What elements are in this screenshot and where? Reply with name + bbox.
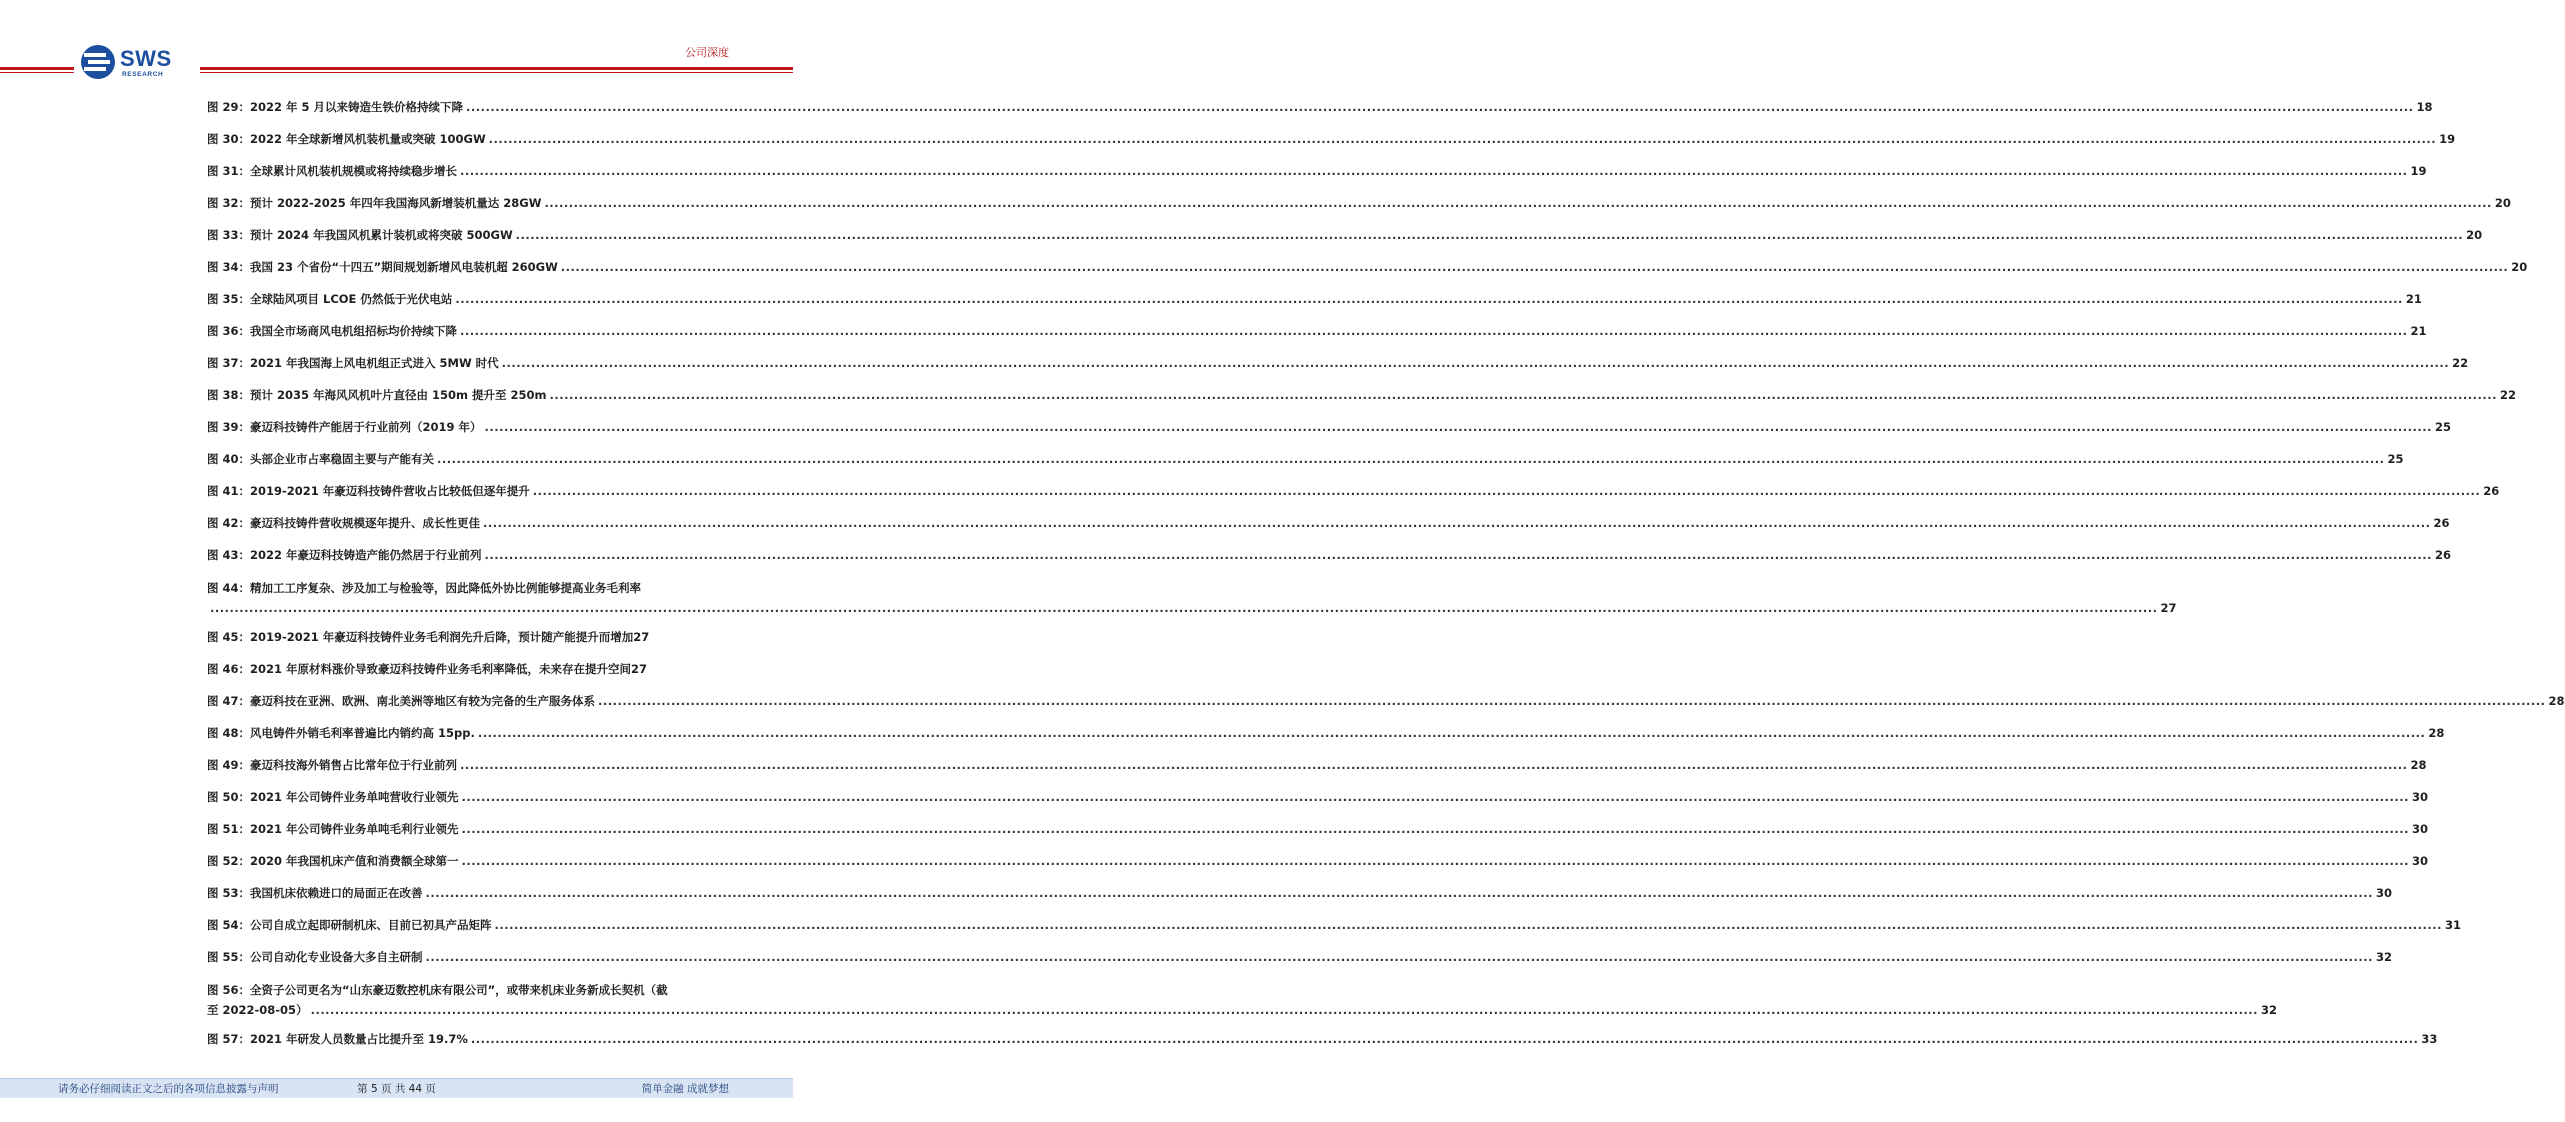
- toc-entry[interactable]: [207, 194, 2511, 212]
- toc-entry-page: 30: [2411, 790, 2428, 804]
- toc-entry-title: 图 49：豪迈科技海外销售占比常年位于行业前列: [207, 758, 458, 772]
- toc-entry-page: 19: [2439, 132, 2456, 146]
- leader-dots: ................................................................................................................................................................................................................................................................................................................................................................................................................: [549, 388, 2497, 402]
- footer-disclaimer: 请务必仔细阅读正文之后的各项信息披露与声明: [58, 1083, 279, 1095]
- toc-entry[interactable]: [207, 980, 2278, 1020]
- leader-dots: ................................................................................................................................................................................................................................................................................................................................................................................................................: [532, 484, 2481, 498]
- toc-entry[interactable]: [207, 354, 2469, 372]
- toc-entry-title: 图 54：公司自成立起即研制机床、目前已初具产品矩阵: [207, 918, 492, 932]
- toc-entry[interactable]: [207, 820, 2428, 838]
- header-rule-left: [0, 67, 74, 70]
- toc-entry[interactable]: [207, 162, 2427, 180]
- toc-entry-page: 30: [2411, 854, 2428, 868]
- toc-entry[interactable]: [207, 948, 2392, 966]
- leader-dots: ................................................................................................................................................................................................................................................................................................................................................................................................................: [477, 726, 2426, 740]
- toc-entry[interactable]: [207, 692, 2565, 710]
- toc-entry-page: 20: [2494, 196, 2511, 210]
- toc-entry-page: 32: [2261, 1003, 2278, 1017]
- footer-slogan: 简单金融 成就梦想: [641, 1083, 729, 1095]
- toc-entry[interactable]: [207, 628, 694, 646]
- toc-entry-page: 25: [2434, 420, 2451, 434]
- leader-dots: ................................................................................................................................................................................................................................................................................................................................................................................................................: [466, 100, 2414, 114]
- leader-dots: ................................................................................................................................................................................................................................................................................................................................................................................................................: [515, 228, 2464, 242]
- logo-subtext: RESEARCH: [122, 71, 164, 78]
- toc-entry-page: 26: [2483, 484, 2500, 498]
- toc-entry[interactable]: [207, 450, 2404, 468]
- toc-entry-title: 图 34：我国 23 个省份“十四五”期间规划新增风电装机超 260GW: [207, 260, 558, 274]
- toc-entry-page: 18: [2416, 100, 2433, 114]
- toc-entry-page: 28: [2428, 726, 2445, 740]
- toc-entry-page: 31: [2444, 918, 2461, 932]
- toc-entry-title: 图 43：2022 年豪迈科技铸造产能仍然居于行业前列: [207, 548, 482, 562]
- toc-entry-title: 图 53：我国机床依赖进口的局面正在改善: [207, 886, 423, 900]
- toc-entry-page: 32: [2375, 950, 2392, 964]
- toc-entry-title: 图 46：2021 年原材料涨价导致豪迈科技铸件业务毛利率降低，未来存在提升空间: [207, 662, 632, 676]
- toc-entry[interactable]: [207, 884, 2392, 902]
- toc-entry[interactable]: [207, 660, 694, 678]
- toc-entry-page: 21: [2410, 324, 2427, 338]
- toc-entry-page: 26: [2434, 548, 2451, 562]
- leader-dots: ................................................................................................................................................................................................................................................................................................................................................................................................................: [310, 1003, 2259, 1017]
- leader-dots: ................................................................................................................................................................................................................................................................................................................................................................................................................: [501, 356, 2450, 370]
- toc-entry[interactable]: [207, 226, 2483, 244]
- page-header: [0, 0, 793, 90]
- toc-entry-page: 22: [2499, 388, 2516, 402]
- toc-entry-page: 19: [2410, 164, 2427, 178]
- leader-dots: ................................................................................................................................................................................................................................................................................................................................................................................................................: [484, 548, 2432, 562]
- toc-entry[interactable]: [207, 98, 2433, 116]
- toc-entry-title: 图 44：精加工工序复杂、涉及加工与检验等，因此降低外协比例能够提高业务毛利率: [207, 581, 642, 595]
- report-type-label: 公司深度: [685, 46, 729, 59]
- toc-entry-title: 图 39：豪迈科技铸件产能居于行业前列（2019 年）: [207, 420, 482, 434]
- toc-entry[interactable]: [207, 916, 2461, 934]
- logo-text: SWS: [120, 46, 172, 71]
- toc-entry-title: 图 45：2019-2021 年豪迈科技铸件业务毛利润先升后降，预计随产能提升而增加: [207, 630, 634, 644]
- leader-dots: ................................................................................................................................................................................................................................................................................................................................................................................................................: [483, 516, 2431, 530]
- toc-entry-title: 图 33：预计 2024 年我国风机累计装机或将突破 500GW: [207, 228, 513, 242]
- toc-entry-title: 图 40：头部企业市占率稳固主要与产能有关: [207, 452, 435, 466]
- leader-dots: ................................................................................................................................................................................................................................................................................................................................................................................................................: [461, 790, 2409, 804]
- toc-entry-page: 20: [2511, 260, 2528, 274]
- toc-entry-page: 20: [2466, 228, 2483, 242]
- toc-entry[interactable]: [207, 130, 2456, 148]
- toc-entry-page: 28: [2410, 758, 2427, 772]
- toc-entry[interactable]: [207, 852, 2428, 870]
- toc-entry[interactable]: [207, 386, 2516, 404]
- toc-entry-title: 图 55：公司自动化专业设备大多自主研制: [207, 950, 423, 964]
- toc-entry-page: 28: [2548, 694, 2565, 708]
- leader-dots: ................................................................................................................................................................................................................................................................................................................................................................................................................: [460, 324, 2408, 338]
- toc-entry-title: 图 30：2022 年全球新增风机装机量或突破 100GW: [207, 132, 486, 146]
- toc-entry-title: 图 38：预计 2035 年海风风机叶片直径由 150m 提升至 250m: [207, 388, 547, 402]
- leader-dots: ................................................................................................................................................................................................................................................................................................................................................................................................................: [470, 1032, 2419, 1046]
- toc-entry[interactable]: [207, 482, 2500, 500]
- toc-entry-page: 25: [2387, 452, 2404, 466]
- leader-dots: ................................................................................................................................................................................................................................................................................................................................................................................................................: [544, 196, 2492, 210]
- toc-entry-page: 27: [2160, 601, 2177, 615]
- toc-entry-page: 21: [2405, 292, 2422, 306]
- toc-entry[interactable]: [207, 788, 2428, 806]
- toc-entry-page: 27: [631, 662, 648, 676]
- leader-dots: ................................................................................................................................................................................................................................................................................................................................................................................................................: [460, 164, 2408, 178]
- toc-entry-title: 图 36：我国全市场商风电机组招标均价持续下降: [207, 324, 458, 338]
- toc-entry-title: 图 51：2021 年公司铸件业务单吨毛利行业领先: [207, 822, 459, 836]
- leader-dots: ................................................................................................................................................................................................................................................................................................................................................................................................................: [210, 601, 2158, 615]
- leader-dots: ................................................................................................................................................................................................................................................................................................................................................................................................................: [560, 260, 2509, 274]
- leader-dots: ................................................................................................................................................................................................................................................................................................................................................................................................................: [461, 854, 2409, 868]
- leader-dots: ................................................................................................................................................................................................................................................................................................................................................................................................................: [488, 132, 2437, 146]
- leader-dots: ................................................................................................................................................................................................................................................................................................................................................................................................................: [425, 886, 2373, 900]
- header-rule-right: [200, 67, 793, 70]
- toc-entry[interactable]: [207, 756, 2427, 774]
- toc-entry[interactable]: [207, 322, 2427, 340]
- toc-entry-title: 图 31：全球累计风机装机规模或将持续稳步增长: [207, 164, 458, 178]
- toc-entry-title-cont: 至 2022-08-05）: [207, 1003, 308, 1017]
- toc-entry-title: 图 37：2021 年我国海上风电机组正式进入 5MW 时代: [207, 356, 499, 370]
- leader-dots: ................................................................................................................................................................................................................................................................................................................................................................................................................: [460, 758, 2408, 772]
- leader-dots: ................................................................................................................................................................................................................................................................................................................................................................................................................: [484, 420, 2432, 434]
- toc-entry-title: 图 57：2021 年研发人员数量占比提升至 19.7%: [207, 1032, 468, 1046]
- toc-entry[interactable]: [207, 578, 2177, 618]
- header-rule-left-thin: [0, 72, 74, 73]
- toc-entry-title: 图 29：2022 年 5 月以来铸造生铁价格持续下降: [207, 100, 464, 114]
- toc-entry-title: 图 52：2020 年我国机床产值和消费额全球第一: [207, 854, 459, 868]
- toc-entry[interactable]: [207, 546, 2451, 564]
- toc-entry[interactable]: [207, 724, 2445, 742]
- toc-entry[interactable]: [207, 290, 2422, 308]
- leader-dots: ................................................................................................................................................................................................................................................................................................................................................................................................................: [425, 950, 2373, 964]
- toc-entry-title: 图 35：全球陆风项目 LCOE 仍然低于光伏电站: [207, 292, 453, 306]
- leader-dots: ................................................................................................................................................................................................................................................................................................................................................................................................................: [598, 694, 2546, 708]
- sws-logo: [80, 44, 190, 80]
- toc-entry-page: 30: [2375, 886, 2392, 900]
- toc-entry-page: 30: [2411, 822, 2428, 836]
- toc-entry-title: 图 50：2021 年公司铸件业务单吨营收行业领先: [207, 790, 459, 804]
- toc-entry[interactable]: [207, 418, 2451, 436]
- header-rule-right-thin: [200, 72, 793, 73]
- figure-list: [207, 98, 2565, 1062]
- footer-page-number: 第 5 页 共 44 页: [357, 1083, 436, 1095]
- page-footer: [0, 1078, 793, 1098]
- toc-entry-title: 图 32：预计 2022-2025 年四年我国海风新增装机量达 28GW: [207, 196, 542, 210]
- toc-entry[interactable]: [207, 258, 2528, 276]
- toc-entry-title: 图 56：全资子公司更名为“山东豪迈数控机床有限公司”，或带来机床业务新成长契机（截: [207, 983, 668, 997]
- toc-entry[interactable]: [207, 1030, 2438, 1048]
- toc-entry[interactable]: [207, 514, 2450, 532]
- toc-entry-title: 图 48：风电铸件外销毛利率普遍比内销约高 15pp.: [207, 726, 475, 740]
- toc-entry-page: 27: [633, 630, 650, 644]
- sws-logo-icon: [80, 44, 116, 80]
- toc-entry-title: 图 47：豪迈科技在亚洲、欧洲、南北美洲等地区有较为完备的生产服务体系: [207, 694, 596, 708]
- toc-entry-page: 26: [2433, 516, 2450, 530]
- toc-entry-title: 图 42：豪迈科技铸件营收规模逐年提升、成长性更佳: [207, 516, 481, 530]
- leader-dots: ................................................................................................................................................................................................................................................................................................................................................................................................................: [437, 452, 2385, 466]
- toc-entry-title: 图 41：2019-2021 年豪迈科技铸件营收占比较低但逐年提升: [207, 484, 530, 498]
- leader-dots: ................................................................................................................................................................................................................................................................................................................................................................................................................: [494, 918, 2442, 932]
- leader-dots: ................................................................................................................................................................................................................................................................................................................................................................................................................: [461, 822, 2409, 836]
- toc-entry-page: 33: [2421, 1032, 2438, 1046]
- leader-dots: ................................................................................................................................................................................................................................................................................................................................................................................................................: [455, 292, 2403, 306]
- toc-entry-page: 22: [2452, 356, 2469, 370]
